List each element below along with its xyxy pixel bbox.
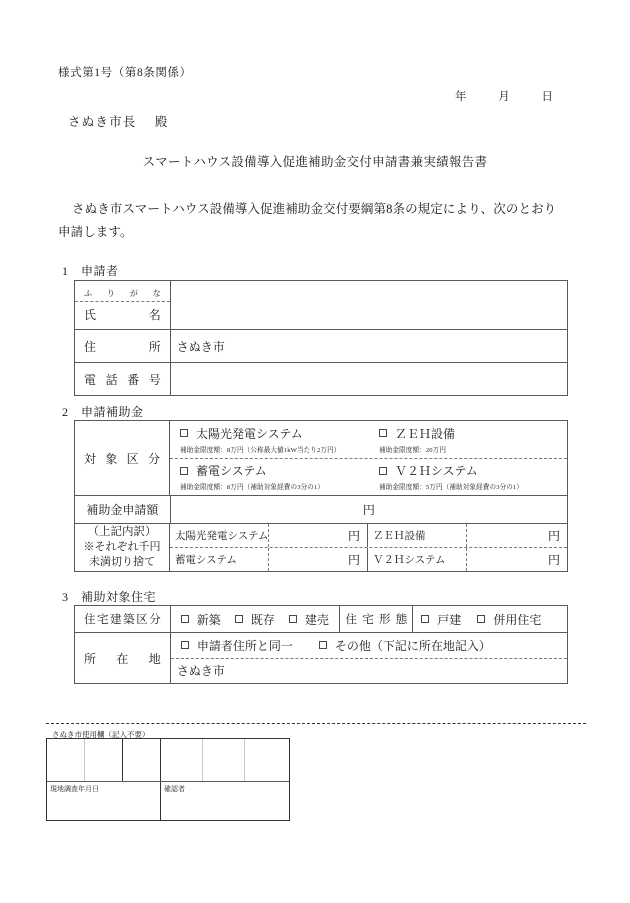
date-line — [455, 88, 553, 104]
checkbox-battery[interactable] — [180, 467, 188, 475]
checkbox-combined[interactable] — [477, 615, 485, 623]
official-cell-6[interactable] — [245, 739, 289, 781]
option-zeh[interactable] — [369, 421, 567, 458]
breakdown-v2h-unit: 円 — [547, 553, 560, 567]
checkbox-v2h[interactable] — [379, 467, 387, 475]
section-3-heading — [62, 588, 156, 605]
table-row — [75, 523, 567, 571]
category-row-1 — [170, 421, 567, 459]
applicant-table — [74, 280, 568, 396]
checkbox-new-build[interactable] — [181, 615, 189, 623]
checkbox-same-as-applicant[interactable] — [181, 641, 189, 649]
option-spec-built-label: 建売 — [304, 612, 329, 627]
house-form-label: 住宅形態 — [345, 614, 408, 626]
breakdown-grid — [170, 524, 567, 571]
breakdown-solar-name: 太陽光発電システム — [175, 531, 269, 542]
section-2-title: 申請補助金 — [81, 405, 144, 419]
breakdown-solar-value-cell[interactable] — [269, 524, 368, 547]
breakdown-label-line3: 未満切り捨て — [89, 556, 155, 569]
address-label-cell — [75, 330, 171, 362]
location-options — [171, 633, 567, 659]
option-spec-built[interactable] — [289, 611, 329, 628]
confirmer-cell[interactable] — [161, 782, 289, 820]
option-zeh-row[interactable] — [379, 425, 567, 442]
section-3-number: 3 — [62, 590, 69, 604]
official-cell-3[interactable] — [123, 739, 161, 781]
option-combined[interactable] — [477, 611, 541, 628]
name-label: 氏名 — [84, 307, 161, 322]
breakdown-solar-name-cell — [170, 524, 269, 547]
breakdown-zeh-name-cell — [368, 524, 467, 547]
breakdown-label-line2: ※それぞれ千円 — [83, 541, 161, 554]
option-v2h-note: 補助金限度額：5万円（補助対象経費の3分の1） — [379, 484, 524, 492]
house-form-label-cell — [340, 606, 413, 632]
breakdown-zeh-name: ＺＥＨ設備 — [373, 531, 426, 542]
location-input[interactable]: さぬき市 — [176, 664, 225, 679]
location-label-cell — [75, 633, 171, 683]
checkbox-zeh[interactable] — [379, 429, 387, 437]
option-v2h-label: Ｖ２Ｈシステム — [395, 464, 478, 479]
option-other-location-label: その他（下記に所在地記入） — [334, 638, 491, 653]
furigana-label: ふりがな — [75, 285, 170, 302]
form-number: 様式第1号（第8条関係） — [58, 67, 192, 79]
official-cell-1[interactable] — [47, 739, 85, 781]
checkbox-spec-built[interactable] — [289, 615, 297, 623]
option-detached[interactable] — [421, 611, 461, 628]
section-2-heading — [62, 403, 144, 420]
official-use-divider — [46, 723, 586, 724]
breakdown-v2h-value-cell[interactable] — [467, 548, 567, 571]
option-v2h[interactable] — [369, 459, 567, 496]
build-type-options — [171, 606, 341, 632]
date-month-label: 月 — [498, 91, 510, 103]
amount-label: 補助金申請額 — [86, 503, 159, 517]
option-other-location[interactable] — [319, 637, 491, 654]
table-row — [75, 362, 567, 395]
subsidy-table — [74, 420, 568, 572]
option-v2h-row[interactable] — [379, 462, 567, 479]
target-house-table — [74, 605, 568, 684]
build-type-label: 住宅建築区分 — [84, 614, 161, 626]
option-detached-label: 戸建 — [437, 612, 462, 627]
official-cell-4[interactable] — [161, 739, 203, 781]
phone-label-cell — [75, 363, 171, 395]
option-same-as-applicant-label: 申請者住所と同一 — [196, 638, 293, 653]
option-combined-label: 併用住宅 — [493, 612, 542, 627]
checkbox-detached[interactable] — [421, 615, 429, 623]
address-input[interactable]: さぬき市 — [176, 339, 225, 354]
official-cell-2[interactable] — [85, 739, 123, 781]
phone-input[interactable] — [171, 363, 567, 395]
addressee-honorific: 殿 — [154, 115, 169, 129]
amount-input-cell[interactable] — [171, 496, 567, 523]
build-type-label-cell — [75, 606, 171, 632]
confirmer-label: 確認者 — [164, 785, 185, 793]
amount-label-cell — [75, 496, 171, 523]
section-3-title: 補助対象住宅 — [81, 590, 157, 604]
name-label-cell — [75, 281, 171, 329]
official-row-top — [47, 739, 289, 781]
table-row — [75, 329, 567, 362]
official-use-caption: さぬき市使用欄（記入不要） — [52, 730, 150, 739]
option-existing[interactable] — [235, 611, 275, 628]
breakdown-v2h-name: Ｖ２Ｈシステム — [373, 555, 446, 566]
breakdown-battery-value-cell[interactable] — [269, 548, 368, 571]
breakdown-battery-name: 蓄電システム — [175, 555, 237, 566]
location-label: 所在地 — [84, 651, 161, 666]
lead-paragraph: さぬき市スマートハウス設備導入促進補助金交付要綱第8条の規定により、次のとおり申請します。 — [58, 202, 557, 240]
breakdown-zeh-value-cell[interactable] — [467, 524, 567, 547]
date-day-label: 日 — [541, 91, 553, 103]
option-solar-row[interactable] — [180, 425, 369, 442]
section-2-number: 2 — [62, 405, 69, 419]
option-battery-note: 補助金限度額：8万円（補助対象経費の3分の1） — [180, 484, 325, 492]
breakdown-label-cell — [75, 524, 170, 571]
breakdown-row-2 — [170, 548, 567, 571]
option-solar-note: 補助金限度額：8万円（公称最大値1kW当たり2万円） — [180, 446, 341, 454]
breakdown-solar-unit: 円 — [347, 529, 360, 543]
section-1-heading — [62, 262, 119, 279]
checkbox-other-location[interactable] — [319, 641, 327, 649]
breakdown-v2h-name-cell — [368, 548, 467, 571]
survey-date-label: 現地調査年月日 — [50, 785, 99, 793]
category-options — [170, 421, 567, 495]
section-1-title: 申請者 — [81, 264, 119, 278]
official-row-bottom — [47, 781, 289, 820]
official-use-table — [46, 738, 290, 821]
option-new-build[interactable] — [181, 611, 221, 628]
checkbox-existing[interactable] — [235, 615, 243, 623]
addressee — [68, 112, 169, 130]
breakdown-row-1 — [170, 524, 567, 548]
option-solar[interactable] — [170, 421, 369, 458]
option-battery[interactable] — [170, 459, 369, 496]
official-cell-5[interactable] — [203, 739, 245, 781]
option-zeh-label: ＺＥＨ設備 — [395, 426, 456, 441]
breakdown-battery-name-cell — [170, 548, 269, 571]
location-content — [171, 633, 567, 683]
date-year-label: 年 — [455, 91, 467, 103]
table-row — [75, 495, 567, 523]
option-solar-label: 太陽光発電システム — [196, 426, 303, 441]
house-form-options — [413, 606, 567, 632]
breakdown-label — [75, 525, 169, 570]
addressee-name: さぬき市長 — [68, 115, 137, 129]
option-new-build-label: 新築 — [196, 612, 221, 627]
breakdown-zeh-unit: 円 — [547, 529, 560, 543]
breakdown-battery-unit: 円 — [347, 553, 360, 567]
category-label: 対象区分 — [84, 451, 160, 466]
option-battery-row[interactable] — [180, 462, 369, 479]
table-row — [75, 281, 567, 329]
table-row — [75, 421, 567, 495]
category-row-2 — [170, 459, 567, 496]
option-same-as-applicant[interactable] — [181, 637, 293, 654]
survey-date-cell[interactable] — [47, 782, 161, 820]
breakdown-label-line1: （上記内訳） — [87, 525, 157, 538]
checkbox-solar[interactable] — [180, 429, 188, 437]
phone-label: 電話番号 — [84, 372, 161, 387]
address-label: 住所 — [84, 339, 161, 354]
table-row — [75, 606, 567, 632]
name-input[interactable] — [171, 281, 567, 329]
section-1-number: 1 — [62, 264, 69, 278]
table-row — [75, 632, 567, 683]
option-zeh-note: 補助金限度額：20万円 — [379, 446, 447, 454]
option-existing-label: 既存 — [250, 612, 275, 627]
category-label-cell — [75, 421, 170, 495]
amount-unit: 円 — [362, 503, 375, 517]
option-battery-label: 蓄電システム — [196, 464, 267, 479]
page-title: スマートハウス設備導入促進補助金交付申請書兼実績報告書 — [142, 155, 488, 169]
